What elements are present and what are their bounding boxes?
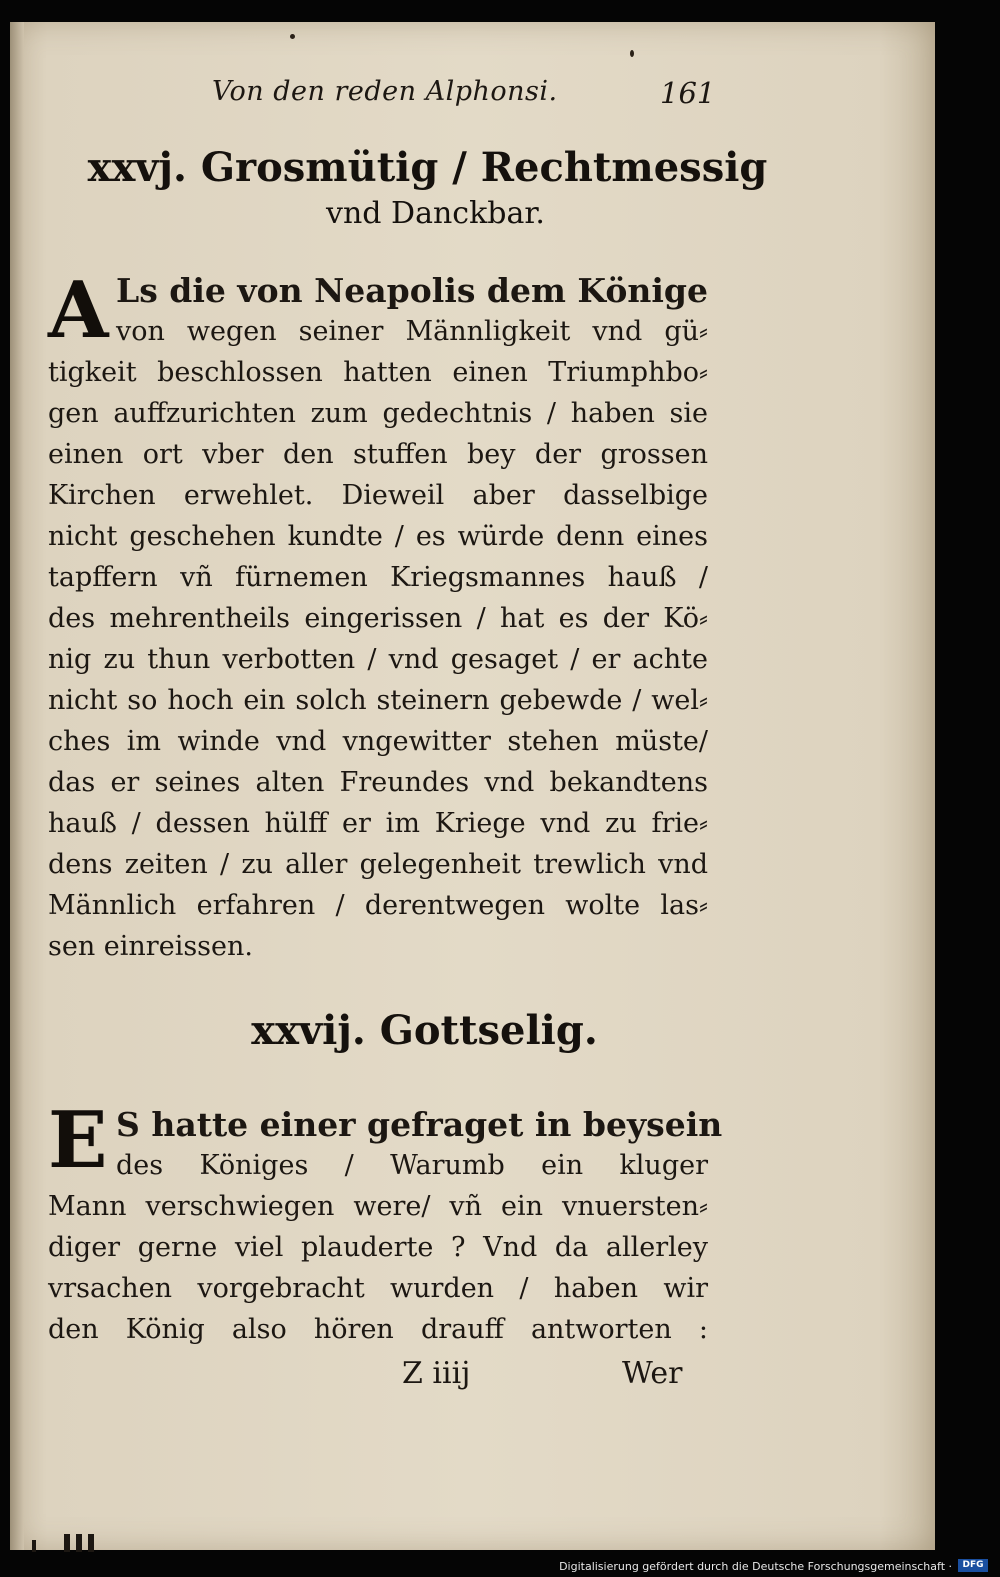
text-line: Kirchen erwehlet. Dieweil aber dasselbige (48, 480, 708, 511)
dfg-logo-icon: DFG (958, 1559, 988, 1572)
book-page (10, 22, 935, 1550)
text-line: hauß / dessen hülff er im Kriege vnd zu frie⸗ (48, 808, 708, 839)
text-line: tigkeit beschlossen hatten einen Triumphbo⸗ (48, 357, 708, 388)
text-line: von wegen seiner Männligkeit vnd gü⸗ (116, 316, 708, 347)
text-line: sen einreissen. (48, 931, 253, 962)
catchword: Wer (622, 1356, 683, 1391)
text-line: nicht so hoch ein solch steinern gebewde / wel⸗ (48, 685, 708, 716)
section-title: xxvj. Grosmütig / Rechtmessig (87, 144, 768, 191)
text-line: gen auffzurichten zum gedechtnis / haben sie (48, 398, 708, 429)
text-line: Ls die von Neapolis dem Könige (116, 271, 708, 310)
text-line: Mann verschwiegen were/ vñ ein vnuersten⸗ (48, 1191, 708, 1222)
drop-cap: E (48, 1095, 108, 1186)
ink-spot (290, 34, 295, 39)
paragraph-1 (48, 265, 708, 967)
funding-credit: Digitalisierung gefördert durch die Deutsche Forschungsgemeinschaft · (559, 1560, 952, 1573)
page-number: 161 (660, 76, 716, 110)
text-line: ches im winde vnd vngewitter stehen müste/ (48, 726, 708, 757)
text-line: dens zeiten / zu aller gelegenheit trewlich vnd (48, 849, 708, 880)
text-line: des Königes / Warumb ein kluger (116, 1150, 708, 1181)
page-footer-catch (10, 1356, 935, 1396)
text-line: S hatte einer gefraget in beysein (116, 1105, 723, 1144)
drop-cap: A (48, 265, 109, 356)
text-line: tapffern vñ fürnemen Kriegsmannes hauß / (48, 562, 708, 593)
digitization-footer (0, 1555, 1000, 1577)
paragraph-2 (48, 1095, 723, 1350)
text-line: nig zu thun verbotten / vnd gesaget / er achte (48, 644, 708, 675)
section-title-continued: vnd Danckbar. (326, 196, 545, 231)
binding-marks (24, 1534, 134, 1554)
page-gutter-edge (10, 22, 24, 1550)
text-line: Männlich erfahren / derentwegen wolte las⸗ (48, 890, 708, 921)
text-line: nicht geschehen kundte / es würde denn eines (48, 521, 708, 552)
page-header (10, 70, 935, 130)
ink-spot (630, 50, 634, 57)
text-line: das er seines alten Freundes vnd bekandtens (48, 767, 708, 798)
signature-mark: Z iiij (402, 1356, 471, 1391)
text-line: des mehrentheils eingerissen / hat es der Kö⸗ (48, 603, 708, 634)
running-head: Von den reden Alphonsi. (212, 76, 558, 107)
section-title: xxvij. Gottselig. (251, 1007, 598, 1054)
text-line: einen ort vber den stuffen bey der grossen (48, 439, 708, 470)
text-line: den König also hören drauff antworten : (48, 1314, 708, 1345)
text-line: diger gerne viel plauderte ? Vnd da allerley (48, 1232, 708, 1263)
text-line: vrsachen vorgebracht wurden / haben wir (48, 1273, 708, 1304)
